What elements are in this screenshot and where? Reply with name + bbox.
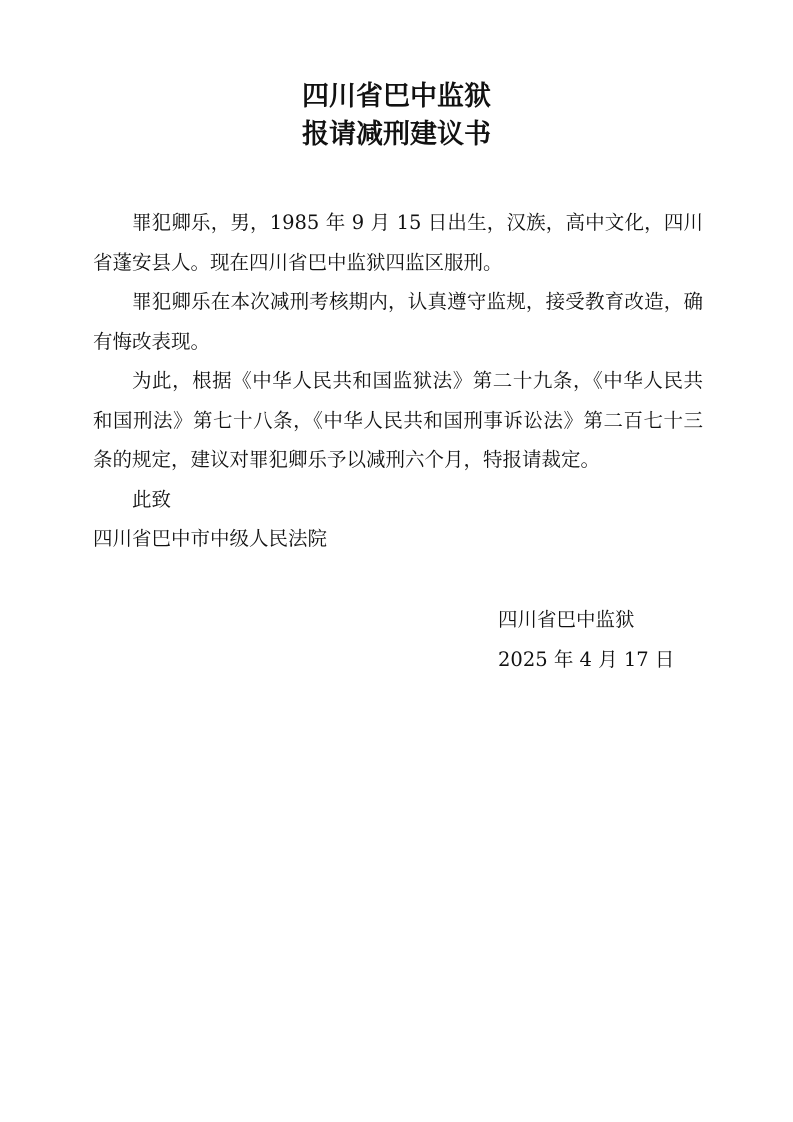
- recipient-court: 四川省巴中市中级人民法院: [93, 527, 328, 550]
- document-title: [0, 78, 793, 154]
- paragraph-behavior: 罪犯卿乐在本次减刑考核期内，认真遵守监规，接受教育改造，确有悔改表现。: [93, 290, 703, 353]
- signature-organization: 四川省巴中监狱: [498, 608, 635, 631]
- title-organization: 四川省巴中监狱: [302, 81, 491, 112]
- signature-block: [498, 600, 718, 679]
- title-document-type: 报请减刑建议书: [302, 119, 491, 150]
- paragraph-legal-basis: 为此，根据《中华人民共和国监狱法》第二十九条，《中华人民共和国刑法》第七十八条，《中华人民共和国刑事诉讼法》第二百七十三条的规定，建议对罪犯卿乐予以减刑六个月，特报请裁定。: [93, 369, 703, 471]
- document-body: [93, 203, 703, 559]
- paragraph-prisoner-info: 罪犯卿乐，男，1985 年 9 月 15 日出生，汉族，高中文化，四川省蓬安县人。现在四川省巴中监狱四监区服刑。: [93, 211, 703, 274]
- paragraph-salutation: 此致: [132, 487, 172, 511]
- signature-date: 2025 年 4 月 17 日: [498, 647, 675, 671]
